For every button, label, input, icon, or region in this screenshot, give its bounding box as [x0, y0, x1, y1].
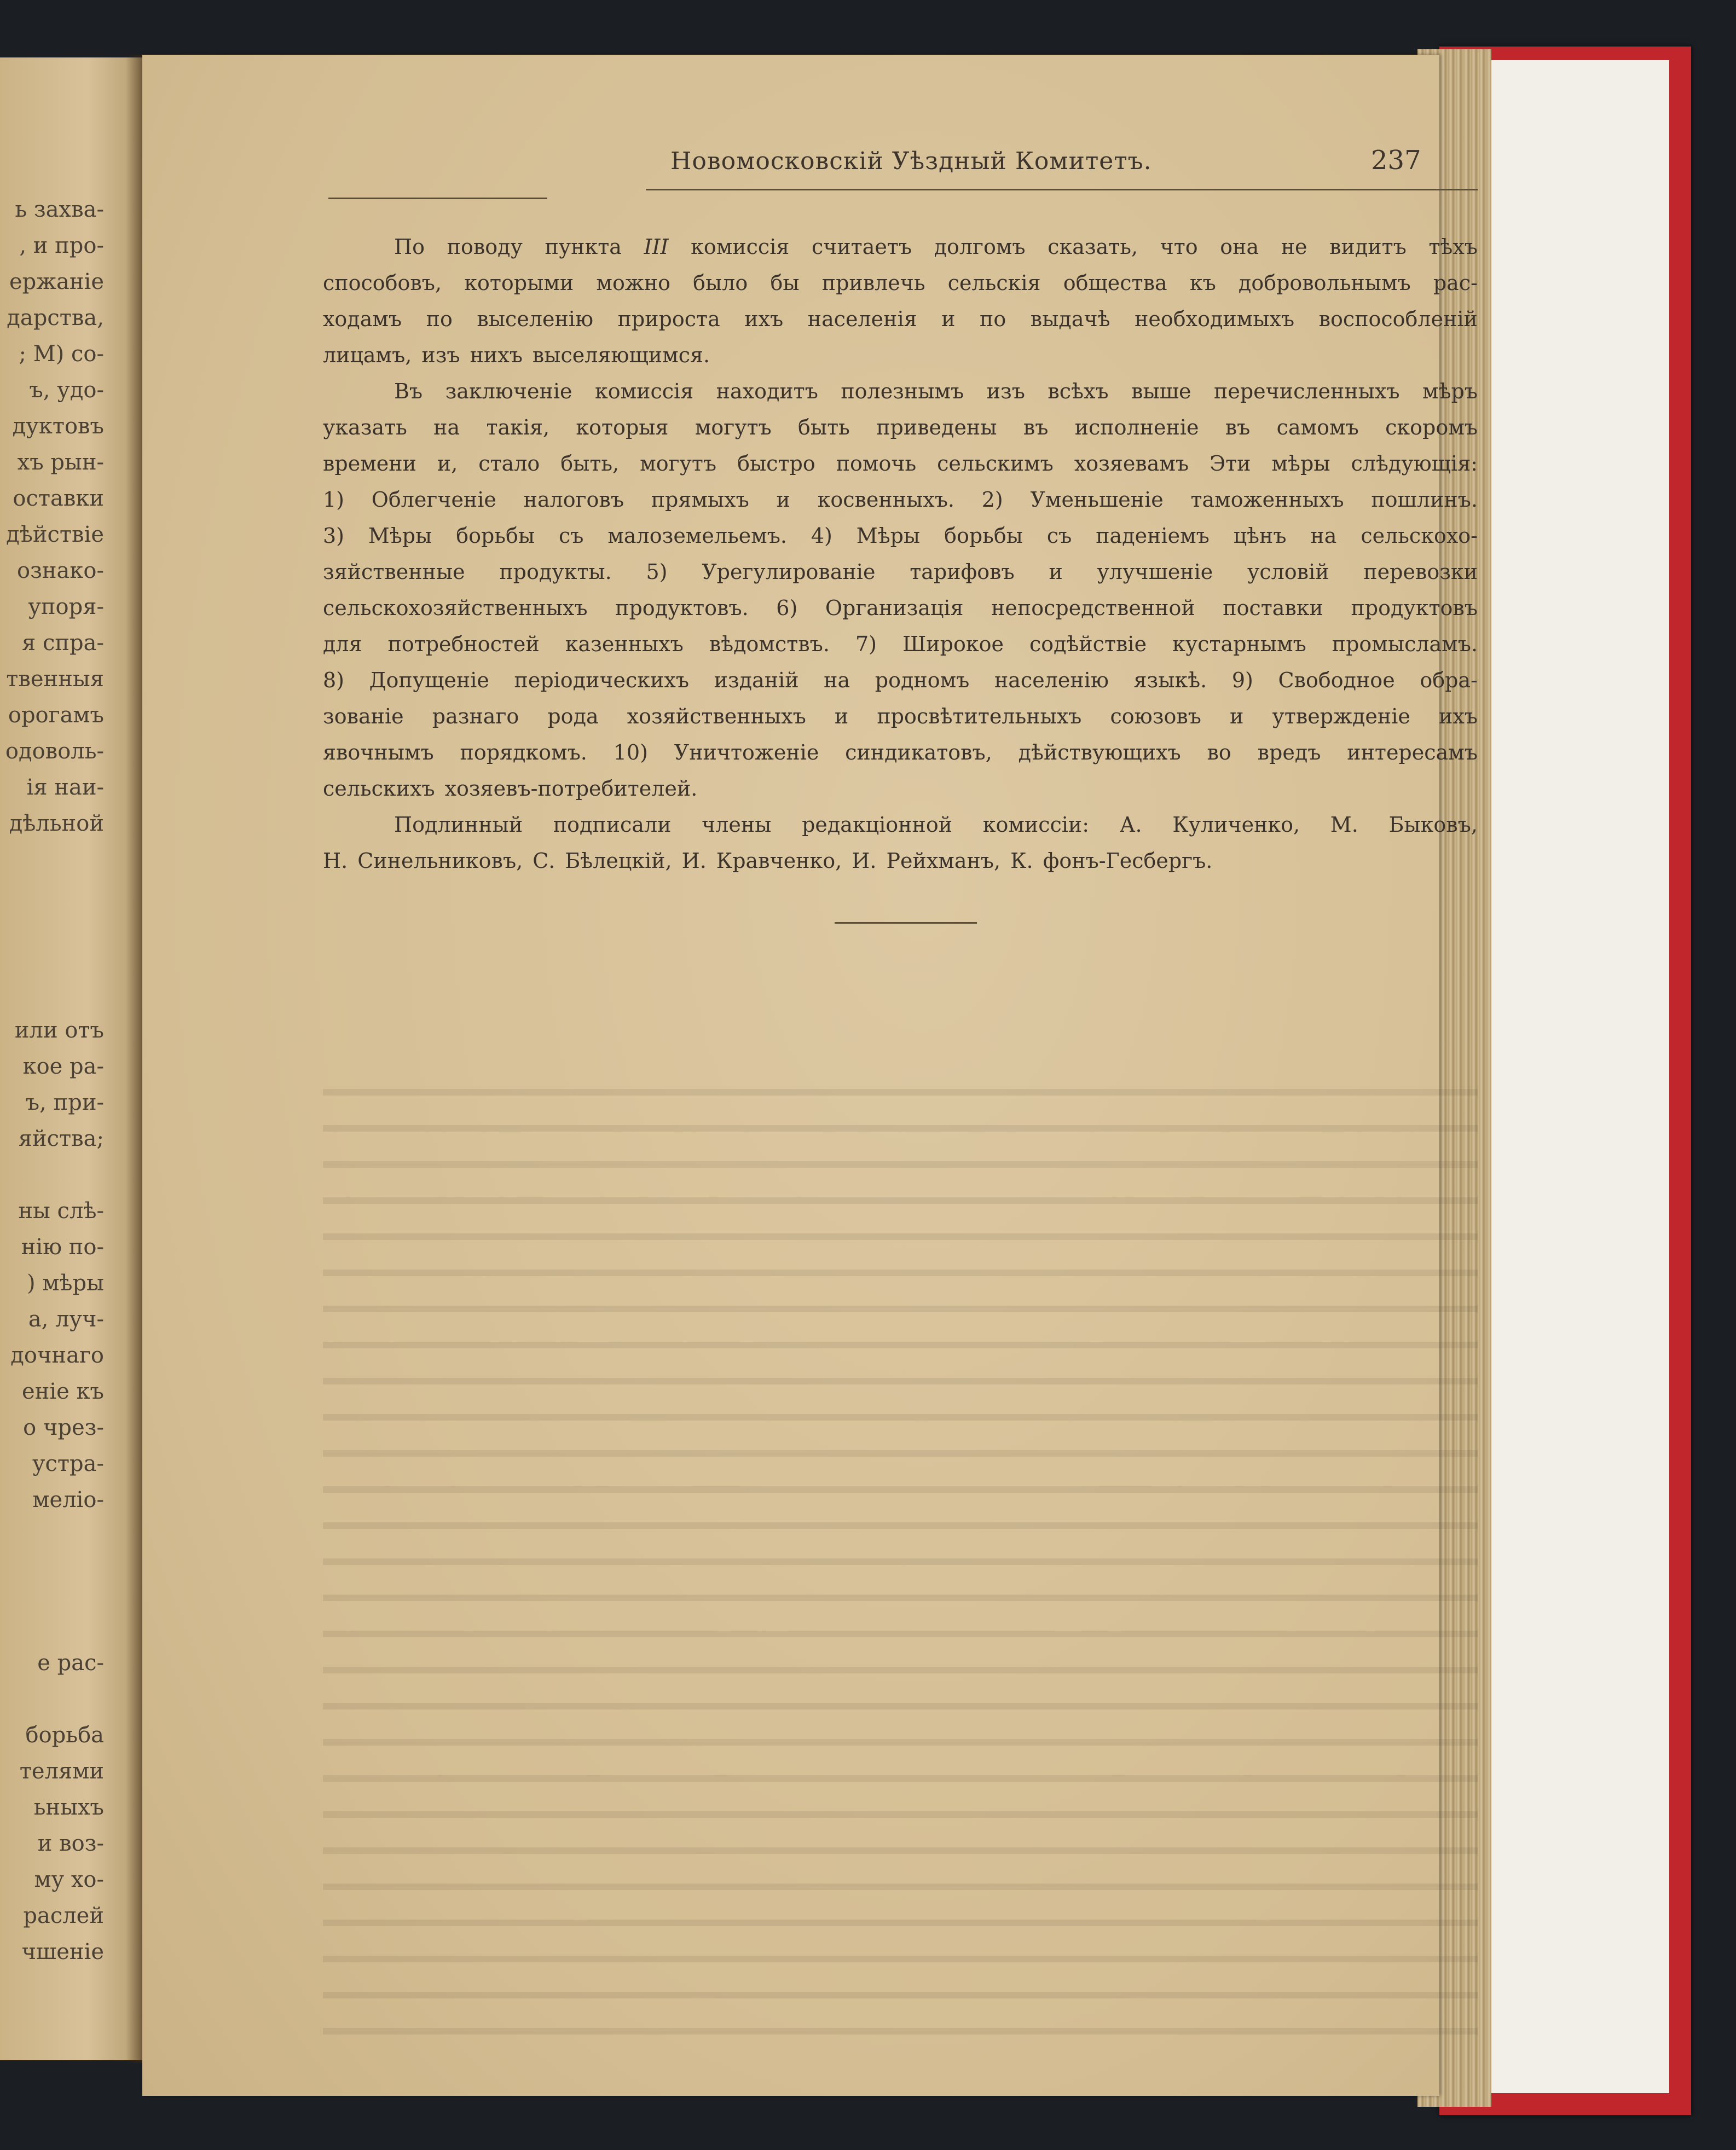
text-line: [323, 843, 1478, 879]
left-page-line: чшеніе: [21, 1939, 104, 1964]
word: и: [941, 307, 956, 331]
left-page-line: раслей: [23, 1903, 104, 1928]
word: продукты.: [499, 560, 612, 584]
word: К.: [1010, 849, 1033, 873]
word: обра-: [1420, 668, 1478, 692]
left-page-line: ъ, при-: [25, 1090, 104, 1115]
word: кустарнымъ: [1172, 632, 1306, 656]
word: 9): [1231, 668, 1253, 692]
word: полезнымъ: [841, 379, 964, 403]
word: указать: [323, 415, 407, 439]
running-head-title: Новомосковскій Уѣздный Комитетъ.: [670, 147, 1152, 175]
word: необходимыхъ: [1135, 307, 1295, 331]
word: къ: [1189, 271, 1216, 295]
word: 3): [323, 524, 345, 548]
word: времени: [323, 451, 416, 476]
word: ихъ: [744, 307, 784, 331]
word: А.: [1119, 813, 1142, 837]
left-page-line: ъ, удо-: [29, 378, 104, 403]
word: 2): [981, 488, 1003, 512]
word: пошлинъ.: [1371, 488, 1478, 512]
word: слѣдующія:: [1351, 451, 1478, 476]
section-end-rule: [835, 922, 977, 924]
word: на: [1310, 524, 1337, 548]
word: интересамъ: [1347, 740, 1478, 764]
show-through-from-reverse: [323, 1067, 1478, 2052]
left-page-line: ознако-: [16, 558, 104, 583]
word: сельскохозяйственныхъ: [323, 596, 588, 620]
left-page-line: , и про-: [19, 233, 104, 258]
text-line: [323, 770, 1478, 807]
word: дѣйствующихъ: [1018, 740, 1181, 764]
word: вредъ: [1257, 740, 1321, 764]
word: Подлинный: [394, 813, 523, 837]
word: 8): [323, 668, 345, 692]
word: заключеніе: [445, 379, 572, 403]
word: по: [426, 307, 453, 331]
word: въ: [1225, 415, 1251, 439]
word: пункта: [545, 235, 622, 259]
left-page-line: меліо-: [32, 1487, 104, 1512]
word: воспособленій: [1318, 307, 1478, 331]
word: По: [394, 235, 425, 259]
word: Синельниковъ,: [357, 849, 523, 873]
word: могутъ: [695, 415, 772, 439]
word: таможенныхъ: [1190, 488, 1344, 512]
left-page-line: борьба: [25, 1723, 104, 1748]
word: продуктовъ.: [615, 596, 749, 620]
word: которыми: [464, 271, 574, 295]
word: не: [1281, 235, 1307, 259]
word: вѣдомствъ.: [709, 632, 830, 656]
word: хозяйственныхъ: [627, 704, 806, 728]
word: паденіемъ: [1096, 524, 1210, 548]
word: С.: [533, 849, 555, 873]
word: сказать,: [1048, 235, 1138, 259]
text-line: [323, 807, 1478, 843]
left-page-line: дѣльной: [9, 811, 104, 836]
word: редакціонной: [802, 813, 953, 837]
word: Широкое: [902, 632, 1004, 656]
word: которыя: [576, 415, 669, 439]
left-page-line: дѣйствіе: [6, 522, 104, 547]
word: Эти: [1210, 451, 1251, 476]
word: утвержденіе: [1272, 704, 1410, 728]
word: и: [834, 704, 849, 728]
endpaper: [1472, 60, 1669, 2093]
word: долгомъ: [934, 235, 1026, 259]
word: и: [1049, 560, 1063, 584]
word: потребностей: [387, 632, 540, 656]
left-page-line: о чрез-: [23, 1415, 104, 1440]
word: Кравченко,: [716, 849, 842, 873]
word: подписали: [553, 813, 672, 837]
word: комиссія: [691, 235, 790, 259]
word: Быковъ,: [1388, 813, 1478, 837]
left-page-line: оставки: [13, 486, 104, 511]
left-page-line: ; М) со-: [19, 341, 104, 367]
word: рас-: [1433, 271, 1478, 295]
left-page-line: хъ рын-: [17, 450, 104, 475]
word: мѣры: [1271, 451, 1330, 476]
word: добровольнымъ: [1238, 271, 1411, 295]
word: выдачѣ: [1030, 307, 1110, 331]
text-line: [323, 229, 1478, 265]
word: тѣхъ: [1428, 235, 1478, 259]
word: просвѣтительныхъ: [877, 704, 1082, 728]
left-facing-page: [0, 57, 145, 2060]
word: зованіе: [323, 704, 404, 728]
word: самомъ: [1276, 415, 1359, 439]
word: 5): [646, 560, 668, 584]
text-line: [323, 590, 1478, 626]
word: въ: [1023, 415, 1049, 439]
word: общества: [1063, 271, 1167, 295]
word: Бѣлецкій,: [565, 849, 672, 873]
word: періодическихъ: [514, 668, 689, 692]
word: быть,: [560, 451, 620, 476]
word: поводу: [447, 235, 523, 259]
left-page-line: упоря-: [28, 594, 104, 619]
left-page-line: телями: [19, 1759, 104, 1784]
word: выше: [1131, 379, 1191, 403]
word: малоземельемъ.: [607, 524, 787, 548]
word: Мѣры: [368, 524, 432, 548]
word: косвенныхъ.: [817, 488, 954, 512]
word: И.: [681, 849, 707, 873]
word: Уничтоженіе: [674, 740, 819, 764]
word: казенныхъ: [565, 632, 684, 656]
word: перевозки: [1363, 560, 1478, 584]
word: борьбы: [456, 524, 535, 548]
word: сельскохо-: [1361, 524, 1478, 548]
word: 4): [811, 524, 832, 548]
left-page-line: ія наи-: [26, 775, 104, 800]
word: Мѣры: [856, 524, 921, 548]
left-page-line: дуктовъ: [12, 414, 104, 439]
left-page-line: ержаніе: [9, 269, 104, 294]
text-line: [323, 409, 1478, 445]
left-page-line: ) мѣры: [27, 1271, 104, 1296]
word: Рейхманъ,: [886, 849, 1001, 873]
word: что: [1160, 235, 1198, 259]
word: приведены: [876, 415, 997, 439]
header-rule-right: [646, 189, 1478, 190]
word: родномъ: [875, 668, 970, 692]
word: лицамъ,: [323, 343, 412, 367]
text-line: [323, 626, 1478, 662]
word: изъ: [421, 343, 460, 367]
word: комиссія: [594, 379, 694, 403]
word: можно: [596, 271, 670, 295]
left-page-line: я спра-: [22, 630, 104, 656]
left-page-line: устра-: [32, 1451, 104, 1476]
word: по: [980, 307, 1006, 331]
left-page-line: нію по-: [21, 1235, 104, 1260]
word: съ: [1046, 524, 1072, 548]
word: на: [433, 415, 460, 439]
word: сельскихъ: [323, 776, 435, 801]
text-line: [323, 301, 1478, 337]
word: комиссіи:: [982, 813, 1090, 837]
word: и: [1230, 704, 1244, 728]
word: помочь: [836, 451, 917, 476]
word: условій: [1247, 560, 1329, 584]
text-line: [323, 482, 1478, 518]
text-line: [323, 518, 1478, 554]
word: содѣйствіе: [1029, 632, 1147, 656]
text-line: [323, 373, 1478, 409]
text-line: [323, 445, 1478, 482]
word: мѣръ: [1422, 379, 1478, 403]
header-rule-left: [328, 198, 547, 199]
left-page-line: орогамъ: [8, 703, 104, 728]
word: фонъ-Гесбергъ.: [1043, 849, 1213, 873]
word: сельскія: [947, 271, 1041, 295]
word: Облегченіе: [371, 488, 496, 512]
word: Н.: [323, 849, 348, 873]
left-page-line: или отъ: [14, 1018, 104, 1043]
word: выселенію: [477, 307, 594, 331]
word: для: [323, 632, 362, 656]
word: хозяевъ-потребителей.: [444, 776, 698, 801]
word: бы: [770, 271, 800, 295]
word: прямыхъ: [651, 488, 749, 512]
page-237: [142, 55, 1478, 2096]
word: привлечь: [821, 271, 925, 295]
word: выселяющимся.: [532, 343, 710, 367]
word: Куличенко,: [1172, 813, 1300, 837]
word: Допущеніе: [369, 668, 489, 692]
text-line: [323, 337, 1478, 373]
left-page-line: твенныя: [6, 667, 104, 692]
left-page-line: одоволь-: [5, 739, 104, 764]
word: находитъ: [716, 379, 818, 403]
running-head: [328, 145, 1478, 194]
word: Свободное: [1278, 668, 1395, 692]
left-page-line: е рас-: [37, 1650, 104, 1676]
word: населенію: [994, 668, 1109, 692]
word: сельскимъ: [937, 451, 1054, 476]
word: считаетъ: [811, 235, 912, 259]
word: ходамъ: [323, 307, 402, 331]
word: 6): [776, 596, 798, 620]
page-number: 237: [1371, 145, 1421, 176]
word: Въ: [394, 379, 423, 403]
left-page-line: ь захва-: [15, 197, 104, 222]
word: языкѣ.: [1133, 668, 1207, 692]
left-page-line: ьныхъ: [33, 1795, 104, 1820]
left-page-line: а, луч-: [28, 1307, 104, 1332]
word: явочнымъ: [323, 740, 434, 764]
word: перечисленныхъ: [1214, 379, 1400, 403]
text-line: [323, 265, 1478, 301]
word: 7): [855, 632, 877, 656]
word: синдикатовъ,: [845, 740, 992, 764]
text-line: [323, 698, 1478, 734]
word: порядкомъ.: [460, 740, 587, 764]
word: продуктовъ: [1351, 596, 1478, 620]
word: промысламъ.: [1332, 632, 1478, 656]
word: способовъ,: [323, 271, 442, 295]
word: цѣнъ: [1233, 524, 1287, 548]
left-page-line: дарства,: [7, 305, 104, 331]
left-page-line: ны слѣ-: [18, 1198, 104, 1224]
word: Уменьшеніе: [1030, 488, 1164, 512]
word: исполненіе: [1074, 415, 1199, 439]
word: могутъ: [640, 451, 717, 476]
word: всѣхъ: [1048, 379, 1109, 403]
text-line: [323, 662, 1478, 698]
word: изданій: [714, 668, 799, 692]
word: и,: [437, 451, 458, 476]
left-page-line: яйства;: [18, 1126, 104, 1151]
text-line: [323, 554, 1478, 590]
left-page-line: дочнаго: [10, 1343, 104, 1368]
word: Урегулированіе: [702, 560, 876, 584]
word: 10): [613, 740, 648, 764]
word: и: [776, 488, 790, 512]
word: населенія: [807, 307, 917, 331]
word: на: [824, 668, 850, 692]
word: видитъ: [1329, 235, 1407, 259]
word: прироста: [617, 307, 720, 331]
word: быть: [798, 415, 850, 439]
left-page-line: и воз-: [37, 1831, 104, 1856]
word: было: [693, 271, 748, 295]
word: хозяевамъ: [1074, 451, 1189, 476]
word: союзовъ: [1110, 704, 1201, 728]
word: III: [644, 235, 669, 259]
word: борьбы: [944, 524, 1023, 548]
word: такія,: [486, 415, 550, 439]
word: съ: [559, 524, 584, 548]
word: скоромъ: [1385, 415, 1478, 439]
word: тарифовъ: [910, 560, 1015, 584]
word: быстро: [737, 451, 815, 476]
word: И.: [852, 849, 877, 873]
word: разнаго: [432, 704, 519, 728]
word: поставки: [1223, 596, 1323, 620]
word: члены: [702, 813, 772, 837]
left-page-line: кое ра-: [22, 1054, 104, 1079]
word: налоговъ: [523, 488, 624, 512]
left-page-line: еніе къ: [22, 1379, 104, 1404]
word: непосредственной: [991, 596, 1195, 620]
word: изъ: [986, 379, 1025, 403]
word: 1): [323, 488, 345, 512]
left-page-line: му хо-: [34, 1867, 104, 1892]
word: улучшеніе: [1097, 560, 1213, 584]
word: нихъ: [470, 343, 523, 367]
word: рода: [547, 704, 599, 728]
text-line: [323, 734, 1478, 770]
word: она: [1220, 235, 1259, 259]
word: зяйственные: [323, 560, 465, 584]
body-text: [323, 229, 1478, 879]
word: М.: [1330, 813, 1358, 837]
word: во: [1207, 740, 1231, 764]
word: стало: [478, 451, 540, 476]
word: Организація: [825, 596, 964, 620]
word: ихъ: [1439, 704, 1478, 728]
